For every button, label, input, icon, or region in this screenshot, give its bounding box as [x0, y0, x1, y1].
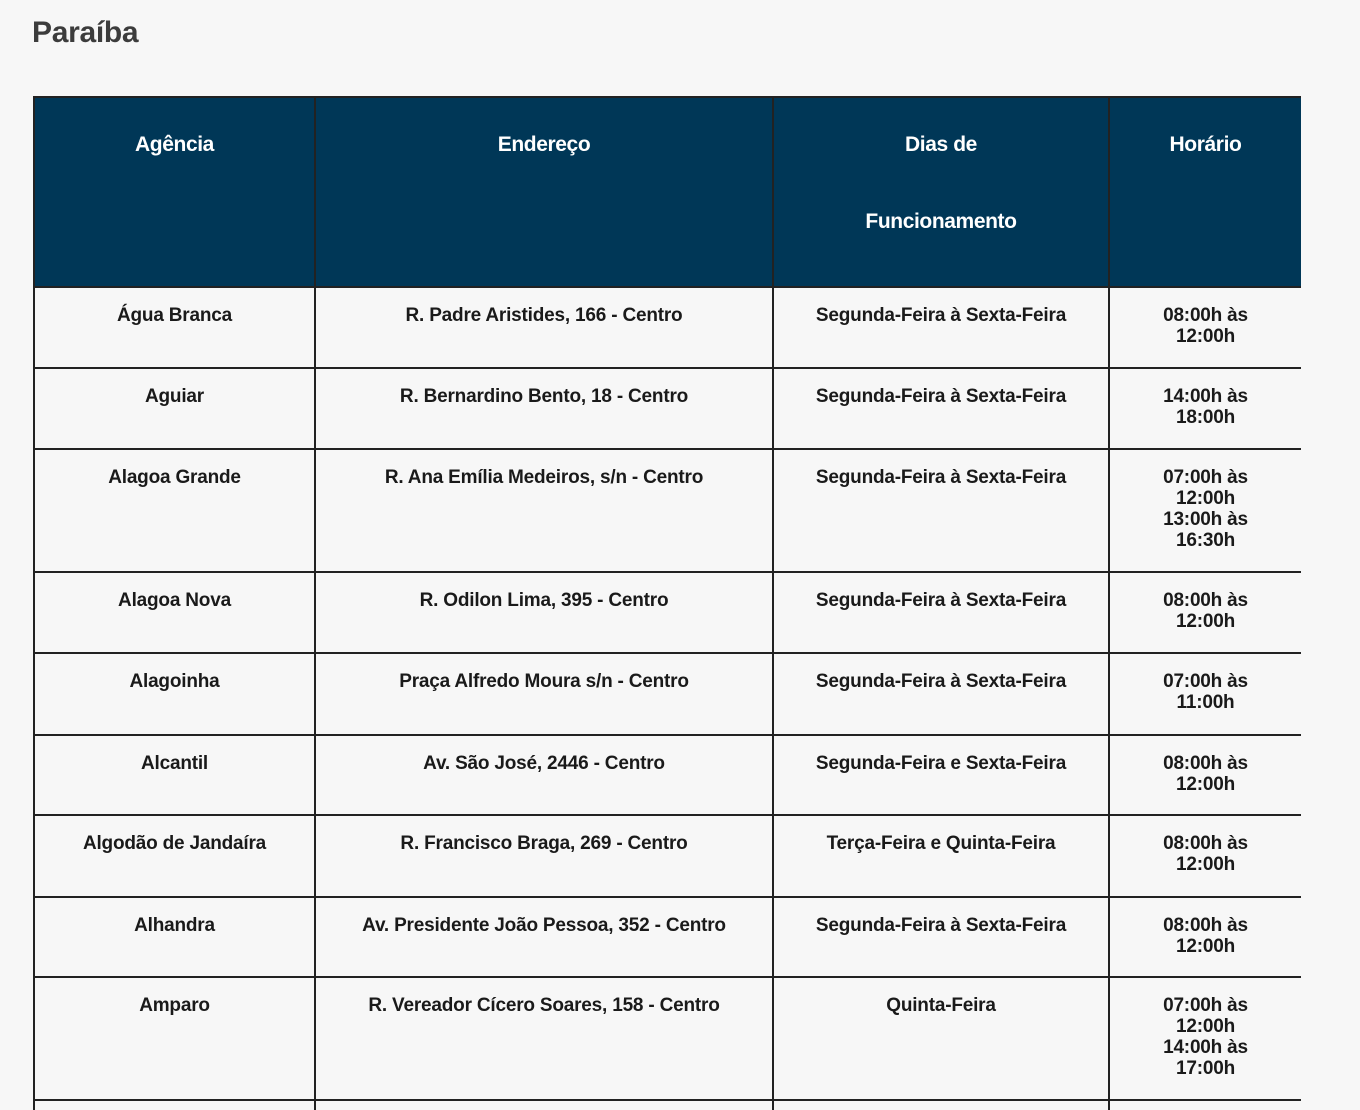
- cell-endereco: R. Padre Aristides, 166 - Centro: [315, 287, 773, 368]
- horario-line: 08:00h às: [1163, 753, 1248, 774]
- table-body: [34, 287, 1301, 1110]
- cell-agencia: Aguiar: [34, 368, 315, 449]
- horario-line: 11:00h: [1176, 692, 1235, 713]
- header-dias-line1: Dias de: [905, 133, 977, 156]
- header-endereco-label: Endereço: [497, 133, 591, 156]
- cell-endereco: R. Ana Emília Medeiros, s/n - Centro: [315, 449, 773, 572]
- cell-horario: [1109, 977, 1301, 1100]
- horario-line: 08:00h às: [1163, 305, 1248, 326]
- table-row: [34, 977, 1301, 1100]
- table-row: [34, 368, 1301, 449]
- horario-line: 08:00h às: [1163, 590, 1248, 611]
- table-row: [34, 653, 1301, 735]
- table-row: [34, 897, 1301, 977]
- cell-agencia: Algodão de Jandaíra: [34, 815, 315, 897]
- horario-line: 08:00h às: [1163, 915, 1248, 936]
- cell-horario: [1109, 287, 1301, 368]
- cell-horario: [1109, 572, 1301, 653]
- cell-endereco: Av. São José, 2446 - Centro: [315, 735, 773, 815]
- header-row: [34, 97, 1301, 287]
- cell-dias: Segunda-Feira à Sexta-Feira: [773, 368, 1109, 449]
- cell-empty: [315, 1100, 773, 1110]
- table-header: [34, 97, 1301, 287]
- table-row: [34, 287, 1301, 368]
- horario-line: 14:00h às: [1163, 1037, 1248, 1058]
- horario-line: 12:00h: [1175, 1016, 1235, 1037]
- cell-dias: Segunda-Feira à Sexta-Feira: [773, 653, 1109, 735]
- horario-line: 12:00h: [1175, 488, 1235, 509]
- agencies-table: [33, 96, 1301, 1110]
- table-row: [34, 735, 1301, 815]
- cell-endereco: R. Odilon Lima, 395 - Centro: [315, 572, 773, 653]
- cell-dias: Segunda-Feira à Sexta-Feira: [773, 287, 1109, 368]
- header-horario-label: Horário: [1169, 133, 1242, 156]
- horario-line: 12:00h: [1175, 854, 1235, 875]
- header-horario: [1109, 97, 1301, 287]
- table-row-partial: [34, 1100, 1301, 1110]
- horario-line: 14:00h às: [1163, 386, 1248, 407]
- cell-agencia: Alcantil: [34, 735, 315, 815]
- cell-endereco: R. Francisco Braga, 269 - Centro: [315, 815, 773, 897]
- page-title: Paraíba: [32, 16, 139, 49]
- horario-line: 07:00h às: [1163, 467, 1248, 488]
- cell-dias: Segunda-Feira e Sexta-Feira: [773, 735, 1109, 815]
- horario-line: 16:30h: [1175, 530, 1235, 551]
- cell-endereco: Av. Presidente João Pessoa, 352 - Centro: [315, 897, 773, 977]
- header-dias: [773, 97, 1109, 287]
- cell-horario: [1109, 449, 1301, 572]
- cell-agencia: Alhandra: [34, 897, 315, 977]
- cell-dias: Segunda-Feira à Sexta-Feira: [773, 897, 1109, 977]
- horario-line: 12:00h: [1175, 774, 1235, 795]
- cell-horario: [1109, 735, 1301, 815]
- cell-empty: [1109, 1100, 1301, 1110]
- cell-empty: [34, 1100, 315, 1110]
- header-agencia-label: Agência: [135, 133, 214, 156]
- cell-horario: [1109, 368, 1301, 449]
- horario-line: 07:00h às: [1163, 995, 1248, 1016]
- header-endereco: [315, 97, 773, 287]
- table-row: [34, 815, 1301, 897]
- cell-agencia: Amparo: [34, 977, 315, 1100]
- cell-agencia: Alagoinha: [34, 653, 315, 735]
- cell-horario: [1109, 897, 1301, 977]
- horario-line: 12:00h: [1175, 611, 1235, 632]
- cell-dias: Segunda-Feira à Sexta-Feira: [773, 572, 1109, 653]
- header-agencia: [34, 97, 315, 287]
- cell-dias: Segunda-Feira à Sexta-Feira: [773, 449, 1109, 572]
- horario-line: 18:00h: [1175, 407, 1235, 428]
- horario-line: 12:00h: [1175, 936, 1235, 957]
- cell-dias: Terça-Feira e Quinta-Feira: [773, 815, 1109, 897]
- horario-line: 12:00h: [1175, 326, 1235, 347]
- table-row: [34, 449, 1301, 572]
- cell-horario: [1109, 815, 1301, 897]
- cell-dias: Quinta-Feira: [773, 977, 1109, 1100]
- cell-endereco: R. Vereador Cícero Soares, 158 - Centro: [315, 977, 773, 1100]
- horario-line: 08:00h às: [1163, 833, 1248, 854]
- horario-line: 17:00h: [1175, 1058, 1235, 1079]
- cell-endereco: Praça Alfredo Moura s/n - Centro: [315, 653, 773, 735]
- horario-line: 07:00h às: [1163, 671, 1248, 692]
- horario-line: 13:00h às: [1163, 509, 1248, 530]
- cell-endereco: R. Bernardino Bento, 18 - Centro: [315, 368, 773, 449]
- cell-horario: [1109, 653, 1301, 735]
- agencies-table-container: [33, 96, 1301, 1110]
- cell-empty: [773, 1100, 1109, 1110]
- cell-agencia: Alagoa Nova: [34, 572, 315, 653]
- cell-agencia: Água Branca: [34, 287, 315, 368]
- cell-agencia: Alagoa Grande: [34, 449, 315, 572]
- header-dias-line2: Funcionamento: [865, 210, 1017, 233]
- table-row: [34, 572, 1301, 653]
